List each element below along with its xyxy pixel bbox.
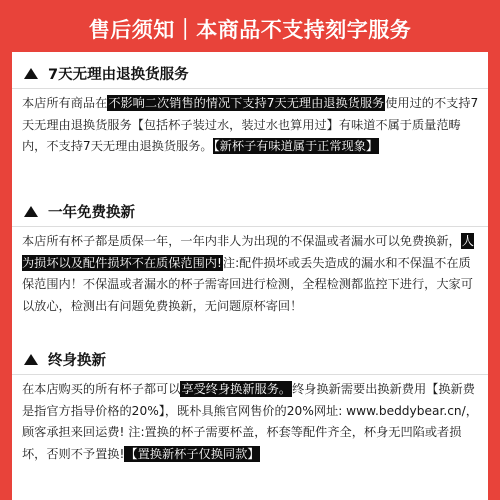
- body-text: 终身换新需要出换新费用【换新费是指官方指导价格的20%】，既朴具熊官网售价的20%网址: www.beddybear.cn/，顾客承担来回运费! 注:置换的杯子需要杯盖，杯套等配件齐全，杯身无凹陷或者损坏，否则不予置换!: [22, 382, 478, 461]
- section-body: [22, 93, 480, 158]
- triangle-icon: [24, 354, 38, 365]
- highlight-text: 人为损坏以及配件损坏不在质保范围内!: [22, 234, 474, 270]
- section-heading-text: 一年免费换新: [48, 204, 135, 221]
- body-text: 本店所有杯子都是质保一年，一年内非人为出现的不保温或者漏水可以免费换新，: [22, 234, 461, 248]
- section-body: [22, 379, 480, 465]
- section-heading: [24, 60, 189, 86]
- highlight-text: 【置换新杯子仅换同款】: [125, 446, 260, 461]
- body-text: 使用过的不支持7天无理由退换货服务【包括杯子装过水，装过水也算用过】有味道不属于质量范畴内，不支持7天无理由退换货服务。: [22, 96, 479, 153]
- section-return-policy: [12, 52, 488, 190]
- body-text: 本店所有商品在: [22, 96, 108, 110]
- section-heading: [24, 198, 135, 224]
- divider: [12, 88, 488, 89]
- body-text: 注:配件损坏或丢失造成的漏水和不保温不在质保范围内！不保温或者漏水的杯子需寄回进行检测，全程检测都监控下进行，大家可以放心，检测出有问题免费换新，无问题原杯寄回！: [22, 255, 473, 313]
- section-lifetime-replacement: [12, 338, 488, 500]
- highlight-text: 【新杯子有味道属于正常现象】: [213, 139, 379, 153]
- body-text: 在本店购买的所有杯子都可以: [22, 382, 181, 396]
- section-heading-text: 7天无理由退换货服务: [48, 66, 189, 83]
- divider: [12, 226, 488, 227]
- section-heading: [24, 346, 106, 372]
- section-body: [22, 231, 480, 317]
- highlight-text: 不影响二次销售的情况下支持7天无理由退换货服务: [108, 96, 385, 110]
- divider: [12, 374, 488, 375]
- highlight-text: 享受终身换新服务。: [181, 382, 292, 396]
- section-one-year-replacement: [12, 190, 488, 338]
- triangle-icon: [24, 68, 38, 79]
- page-title: 售后须知｜本商品不支持刻字服务: [88, 18, 412, 42]
- triangle-icon: [24, 206, 38, 217]
- section-heading-text: 终身换新: [48, 352, 106, 369]
